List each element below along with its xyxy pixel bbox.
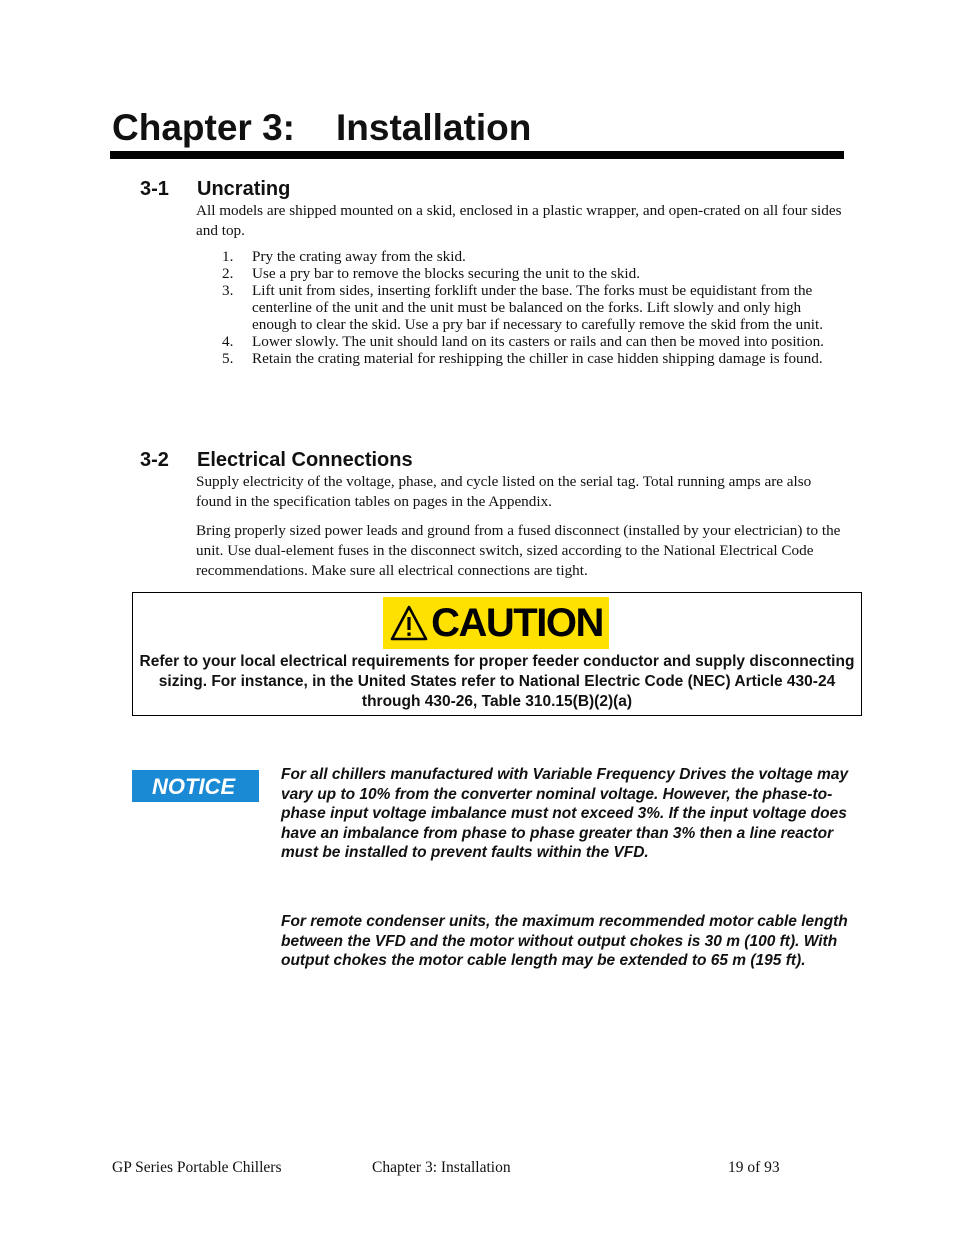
list-item [222,350,847,367]
list-item [222,265,847,282]
step-number: 4. [222,333,234,350]
section-heading-uncrating [140,176,290,202]
footer-page-number: 19 of 93 [728,1159,780,1176]
chapter-title: Installation [336,107,532,148]
list-item [222,248,847,265]
notice-paragraph-vfd: For all chillers manufactured with Variable Frequency Drives the voltage may vary up to 10% from the converter nominal voltage. However, the phase-to-phase input voltage imbalance must not exceed 3%. If the input voltage does have an imbalance from phase to phase greater than 3% then a line reactor must be installed to prevent faults within the VFD. [281,766,849,862]
warning-triangle-icon [389,604,429,642]
uncrating-intro: All models are shipped mounted on a skid, enclosed in a plastic wrapper, and open-crated on all four sides and top. [196,202,842,239]
footer-document-title: GP Series Portable Chillers [112,1159,282,1176]
step-number: 2. [222,265,234,282]
list-item [222,282,847,333]
step-number: 5. [222,350,234,367]
section-title: Uncrating [197,178,291,200]
section-number: 3-1 [140,178,169,200]
uncrating-steps [222,248,847,367]
step-text: Pry the crating away from the skid. [252,248,466,265]
footer-chapter: Chapter 3: Installation [372,1159,511,1176]
list-item [222,333,847,350]
step-text: Lower slowly. The unit should land on its casters or rails and can then be moved into position. [252,333,824,350]
chapter-number: Chapter 3: [112,107,295,148]
step-number: 1. [222,248,234,265]
chapter-rule [110,151,844,159]
section-number: 3-2 [140,449,169,471]
notice-paragraph-remote: For remote condenser units, the maximum recommended motor cable length between the VFD and the motor without output chokes is 30 m (100 ft). With output chokes the motor cable length may be extended to 65 m (195 ft). [281,913,848,970]
chapter-heading [112,104,531,152]
notice-badge: NOTICE [132,770,259,802]
electrical-paragraph-2: Bring properly sized power leads and ground from a fused disconnect (installed by your electrician) to the unit. Use dual-element fuses in the disconnect switch, sized according to the National Electrical Code recommendations. Make sure all electrical connections are tight. [196,522,841,579]
section-heading-electrical [140,447,413,473]
caution-label: CAUTION [431,601,603,645]
caution-text: Refer to your local electrical requirements for proper feeder conductor and supply disconnecting sizing. For instance, in the United States refer to National Electric Code (NEC) Article 430-24 through 430-26, Table 310.15(B)(2)(a) [139,653,855,710]
step-text: Use a pry bar to remove the blocks securing the unit to the skid. [252,265,641,282]
electrical-paragraph-1: Supply electricity of the voltage, phase, and cycle listed on the serial tag. Total running amps are also found in the specification tables on pages in the Appendix. [196,473,812,510]
step-number: 3. [222,282,234,299]
section-title: Electrical Connections [197,449,413,471]
caution-sign [383,597,609,649]
step-text: Lift unit from sides, inserting forklift under the base. The forks must be equidistant from the centerline of the unit and the unit must be balanced on the forks. Lift slowly and only high enough to clear the skid. Use a pry bar if necessary to carefully remove the skid from the unit. [252,282,824,333]
step-text: Retain the crating material for reshipping the chiller in case hidden shipping damage is found. [252,350,823,367]
